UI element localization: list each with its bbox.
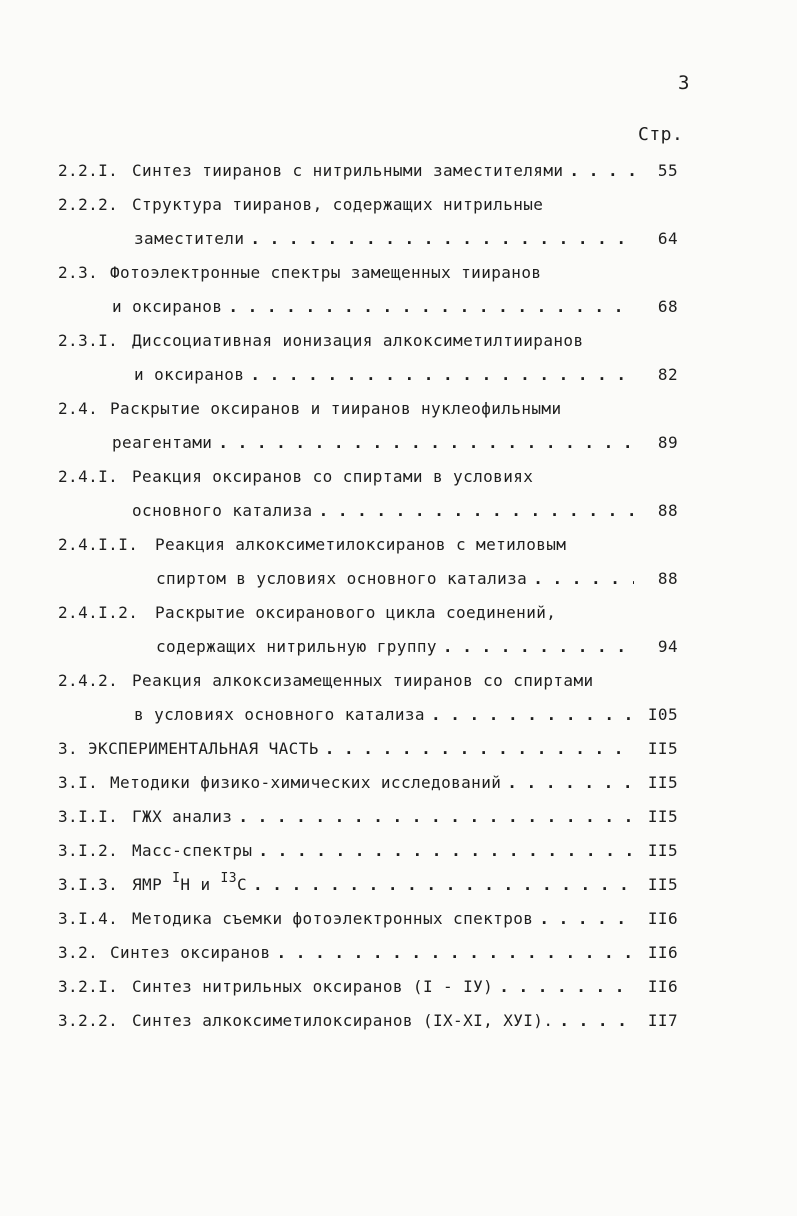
toc-entry-title: Методики физико-химических исследований [110, 773, 502, 792]
toc-entry-continuation [58, 562, 678, 596]
dot-leader [559, 1004, 634, 1038]
toc-entry-page: II5 [647, 773, 678, 792]
toc-entry-page: II7 [647, 1011, 678, 1030]
toc-entry-title: ГЖХ анализ [132, 807, 233, 826]
toc-entry-page: 55 [657, 161, 678, 180]
toc-entry-title-cont: в условиях основного катализа [134, 705, 425, 724]
dot-leader [325, 732, 634, 766]
toc-entry-page: 88 [657, 501, 678, 520]
dot-leader [258, 834, 634, 868]
toc-entry [58, 902, 678, 936]
toc-entry-title: Синтез оксиранов [110, 943, 271, 962]
toc-entry-continuation [58, 630, 678, 664]
toc-entry-page: II5 [647, 807, 678, 826]
toc-entry [58, 460, 678, 494]
toc-entry-number: 2.3.I. [58, 331, 119, 350]
toc-entry-title: Синтез нитрильных оксиранов (I - IУ) [132, 977, 494, 996]
toc-entry [58, 324, 678, 358]
toc-entry-title-cont: основного катализа [132, 501, 313, 520]
dot-leader [533, 562, 634, 596]
nmr-label: ЯМР [132, 875, 173, 894]
toc-entry-title: Диссоциативная ионизация алкоксиметилтииранов [132, 331, 584, 350]
toc-entry-title: Фотоэлектронные спектры замещенных тииранов [110, 263, 542, 282]
toc-entry-number: 3.I. [58, 773, 99, 792]
toc-entry-title: Реакция алкоксизамещенных тииранов со спиртами [132, 671, 594, 690]
toc-entry-number: 3.2.2. [58, 1011, 119, 1030]
dot-leader [250, 358, 634, 392]
toc-entry-title [132, 868, 247, 902]
page-column-header: Стр. [638, 124, 684, 145]
toc-entry-title: Масс-спектры [132, 841, 253, 860]
nucleus-c: C [236, 875, 248, 894]
dot-leader [253, 868, 634, 902]
toc-entry-title-cont: содержащих нитрильную группу [156, 637, 437, 656]
toc-entry-page: II6 [647, 909, 678, 928]
toc-entry-page: 68 [657, 297, 678, 316]
toc-entry [58, 528, 678, 562]
toc-entry [58, 664, 678, 698]
toc-entry-number: 2.4.I. [58, 467, 119, 486]
toc-entry [58, 766, 678, 800]
toc-entry-title: Синтез тииранов с нитрильными заместителями [132, 161, 564, 180]
toc-entry [58, 800, 678, 834]
dot-leader [277, 936, 634, 970]
toc-entry-page: 89 [657, 433, 678, 452]
toc-entry-continuation [58, 358, 678, 392]
superscript-1: I [172, 870, 181, 886]
toc-entry-continuation [58, 698, 678, 732]
toc-entry-title: Раскрытие оксиранов и тииранов нуклеофильными [110, 399, 562, 418]
toc-entry [58, 256, 678, 290]
toc-entry-number: 3.I.2. [58, 841, 119, 860]
toc-entry-page: I05 [647, 705, 678, 724]
dot-leader [443, 630, 634, 664]
toc-entry-title: ЭКСПЕРИМЕНТАЛЬНАЯ ЧАСТЬ [88, 739, 319, 758]
toc-entry-number: 3.I.3. [58, 875, 119, 894]
dot-leader [218, 426, 634, 460]
toc-entry [58, 392, 678, 426]
dot-leader [228, 290, 634, 324]
toc-entry-title: Реакция оксиранов со спиртами в условиях [132, 467, 534, 486]
toc-entry-number: 2.4.I.I. [58, 535, 139, 554]
toc-entry-title: Методика съемки фотоэлектронных спектров [132, 909, 534, 928]
toc-entry-number: 3. [58, 739, 79, 758]
toc-entry [58, 868, 678, 902]
toc-entry-continuation [58, 426, 678, 460]
toc-entry [58, 970, 678, 1004]
toc-entry-title-cont: и оксиранов [134, 365, 245, 384]
toc-entry [58, 154, 678, 188]
toc-entry-number: 3.2.I. [58, 977, 119, 996]
toc-entry-number: 2.4. [58, 399, 99, 418]
toc-entry-number: 2.3. [58, 263, 99, 282]
toc-entry-title: Реакция алкоксиметилоксиранов с метиловым [155, 535, 567, 554]
dot-leader [238, 800, 634, 834]
toc-entry-continuation [58, 494, 678, 528]
toc-entry-page: II6 [647, 943, 678, 962]
table-of-contents [58, 154, 678, 1038]
toc-entry [58, 936, 678, 970]
toc-entry-page: 64 [657, 229, 678, 248]
toc-entry-number: 3.I.I. [58, 807, 119, 826]
toc-entry-title-cont: и оксиранов [112, 297, 223, 316]
toc-entry-number: 2.2.2. [58, 195, 119, 214]
toc-entry-title-cont: реагентами [112, 433, 213, 452]
nucleus-h-and: H и [180, 875, 221, 894]
toc-entry [58, 732, 678, 766]
dot-leader [250, 222, 634, 256]
toc-entry-page: II5 [647, 739, 678, 758]
toc-entry-number: 3.I.4. [58, 909, 119, 928]
toc-entry-page: 88 [657, 569, 678, 588]
dot-leader [569, 154, 634, 188]
dot-leader [507, 766, 634, 800]
toc-entry-continuation [58, 222, 678, 256]
toc-entry [58, 188, 678, 222]
toc-entry-page: 94 [657, 637, 678, 656]
dot-leader [539, 902, 634, 936]
toc-entry-title: Синтез алкоксиметилоксиранов (IX-XI, XУI). [132, 1011, 554, 1030]
dot-leader [319, 494, 634, 528]
superscript-13: I3 [220, 870, 237, 886]
toc-entry-page: 82 [657, 365, 678, 384]
toc-entry [58, 834, 678, 868]
toc-entry-title-cont: заместители [134, 229, 245, 248]
page-number: 3 [678, 72, 690, 94]
toc-entry-page: II6 [647, 977, 678, 996]
toc-entry [58, 1004, 678, 1038]
toc-entry [58, 596, 678, 630]
dot-leader [499, 970, 634, 1004]
toc-entry-title: Структура тииранов, содержащих нитрильные [132, 195, 544, 214]
toc-entry-number: 3.2. [58, 943, 99, 962]
toc-entry-page: II5 [647, 875, 678, 894]
toc-entry-page: II5 [647, 841, 678, 860]
dot-leader [431, 698, 634, 732]
toc-entry-number: 2.2.I. [58, 161, 119, 180]
toc-entry-title-cont: спиртом в условиях основного катализа [156, 569, 528, 588]
toc-entry-continuation [58, 290, 678, 324]
toc-entry-number: 2.4.I.2. [58, 603, 139, 622]
toc-entry-number: 2.4.2. [58, 671, 119, 690]
toc-entry-title: Раскрытие оксиранового цикла соединений, [155, 603, 557, 622]
